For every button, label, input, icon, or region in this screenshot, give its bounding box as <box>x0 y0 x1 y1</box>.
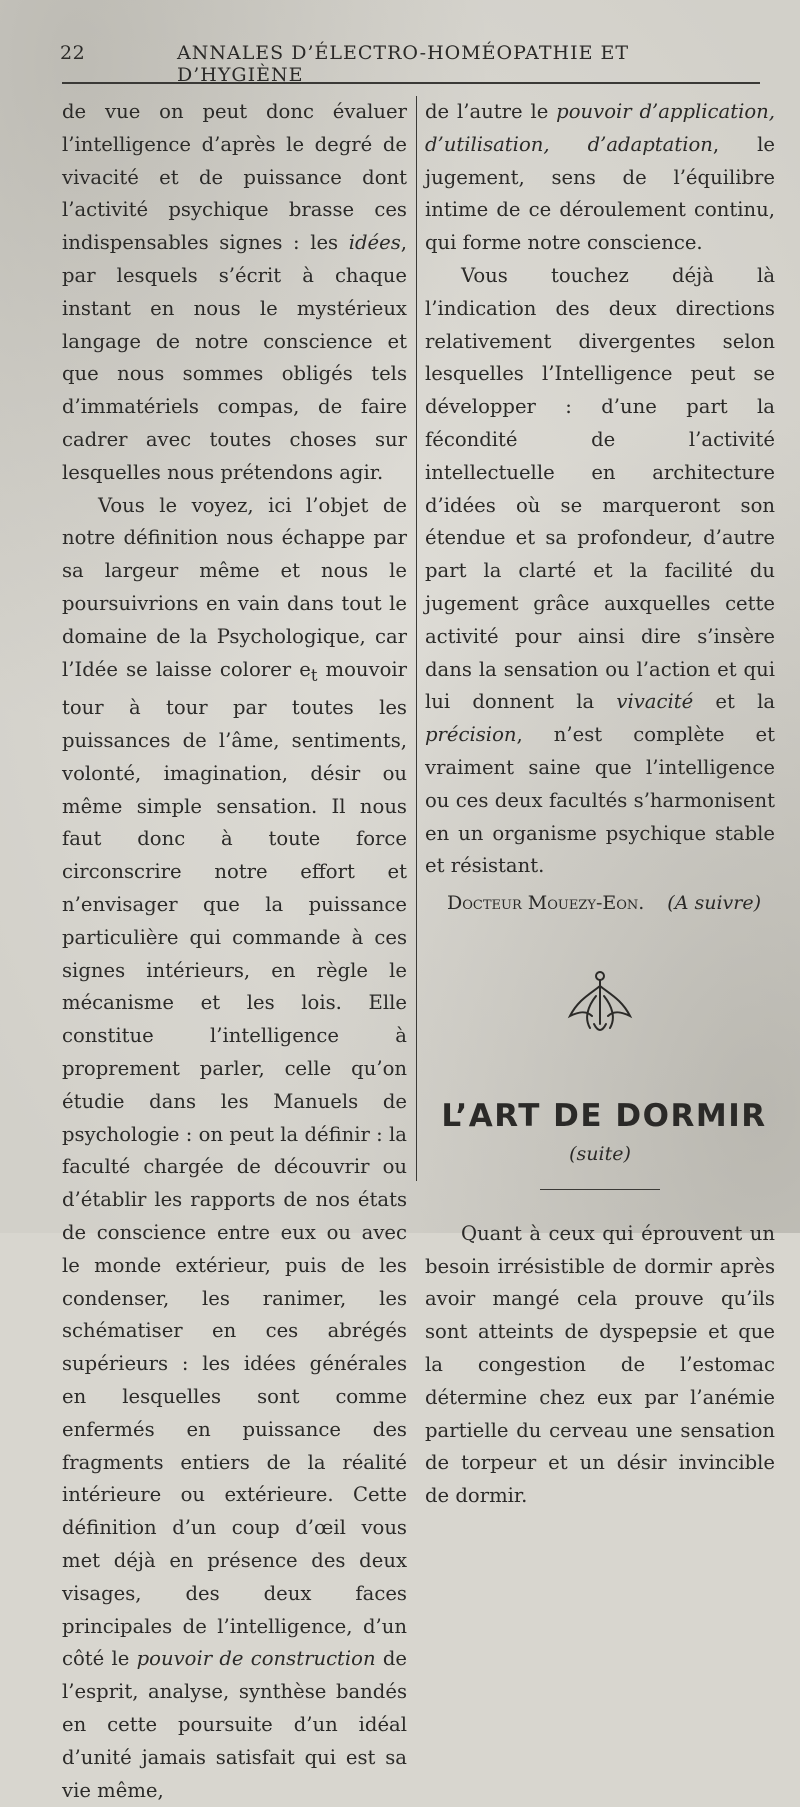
section-title: L’ART DE DORMIR <box>441 1097 767 1134</box>
text-run: Vous touchez déjà là l’indication des deux directions relativement divergentes selon lesquelles l’Intelligence peut se développer : d’une part la fécondité de l’activité intellectuelle en architecture d’idées où se marqueront son étendue et sa profondeur, d’autre part la clarté et la facilité du jugement grâce auxquelles cette activité pour ainsi dire s’insère dans la sensation ou l’action et qui lui donnent la <box>425 263 775 714</box>
text-run: , n’est complète et vraiment saine que l’intelligence ou ces deux facultés s’harmonisent en un organisme psychique stable et résistant. <box>425 723 775 878</box>
continued-note: (A suivre) <box>667 892 761 915</box>
page-number: 22 <box>60 42 86 64</box>
text-run: t <box>310 665 318 685</box>
paragraph <box>425 1218 775 1513</box>
page-header <box>52 42 752 86</box>
text-run: de l’autre le <box>425 100 557 123</box>
text-run: Quant à ceux qui éprouvent un besoin irrésistible de dormir après avoir mangé cela prouve qu’ils sont atteints de dyspepsie et que la congestion de l’estomac détermine chez eux par l’anémie partielle du cerveau une sensation de torpeur et un désir invincible de dormir. <box>425 1221 775 1508</box>
text-run: , le jugement, sens de l’équilibre intime de ce déroulement continu, qui forme notre conscience. <box>425 132 775 255</box>
paragraph <box>425 260 775 883</box>
paragraph <box>425 96 775 260</box>
italic-text: idées <box>348 231 401 255</box>
italic-text: pouvoir d’application, d’utilisation, d’adaptation <box>425 100 775 156</box>
fleuron-ornament-icon <box>560 966 640 1036</box>
article-signature <box>425 887 775 920</box>
section-rule <box>540 1189 660 1190</box>
italic-text: précision <box>425 723 517 747</box>
running-title: ANNALES D’ÉLECTRO-HOMÉOPATHIE ET D’HYGIÈNE <box>177 42 630 86</box>
text-run: , par lesquels s’écrit à chaque instant en nous le mystérieux langage de notre conscience et que nous sommes obligés tels d’immatériels compas, de faire cadrer avec toutes choses sur lesquelles nous prétendons agir. <box>62 231 407 484</box>
text-run: mouvoir tour à tour par toutes les puissances de l’âme, sentiments, volonté, imagination, désir ou même simple sensation. Il nous faut donc à toute force circonscrire notre effort et n’envisager que la puissance particulière qui commande à ces signes intérieurs, en règle le mécanisme et les lois. Elle constitue l’intelligence à proprement parler, celle qu’on étudie dans les Manuels de psychologie : on peut la définir : la faculté chargée de découvrir ou d’établir les rapports de nos états de conscience entre eux ou avec le monde extérieur, puis de les condenser, les ranimer, les schématiser en ces abrégés supérieurs : les idées générales en lesquelles sont comme enfermés en puissance des fragments entiers de la réalité intérieure ou extérieure. Cette définition d’un coup d’œil vous met déjà en présence des deux visages, des deux faces principales de l’intelligence, d’un côté le <box>62 657 407 1671</box>
text-run: Vous le voyez, ici l’objet de notre définition nous échappe par sa largeur même et nous le poursuivrions en vain dans tout le domaine de la Psychologique, car l’Idée se laisse colorer e <box>62 493 407 681</box>
text-run: de l’esprit, analyse, synthèse bandés en cette poursuite d’un idéal d’unité jamais satisfait qui est sa vie même, <box>62 1647 408 1802</box>
left-column <box>62 96 407 1807</box>
right-column <box>425 96 775 1513</box>
text-run: et la <box>693 690 776 714</box>
section-subtitle: (suite) <box>569 1142 631 1165</box>
column-divider <box>416 96 417 1181</box>
left-column-body <box>62 96 407 1807</box>
paragraph <box>62 490 407 1807</box>
text-run: de vue on peut donc évaluer l’intelligence d’après le degré de vivacité et de puissance dont l’activité psychique brasse ces indispensables signes : les <box>62 100 407 255</box>
author-name: Docteur Mouezy-Eon. <box>447 892 645 915</box>
header-rule <box>62 82 760 84</box>
section-body <box>425 1218 775 1513</box>
italic-text: pouvoir de construction <box>136 1647 376 1671</box>
right-column-body <box>425 96 775 883</box>
italic-text: vivacité <box>616 690 694 714</box>
paragraph <box>62 96 407 490</box>
